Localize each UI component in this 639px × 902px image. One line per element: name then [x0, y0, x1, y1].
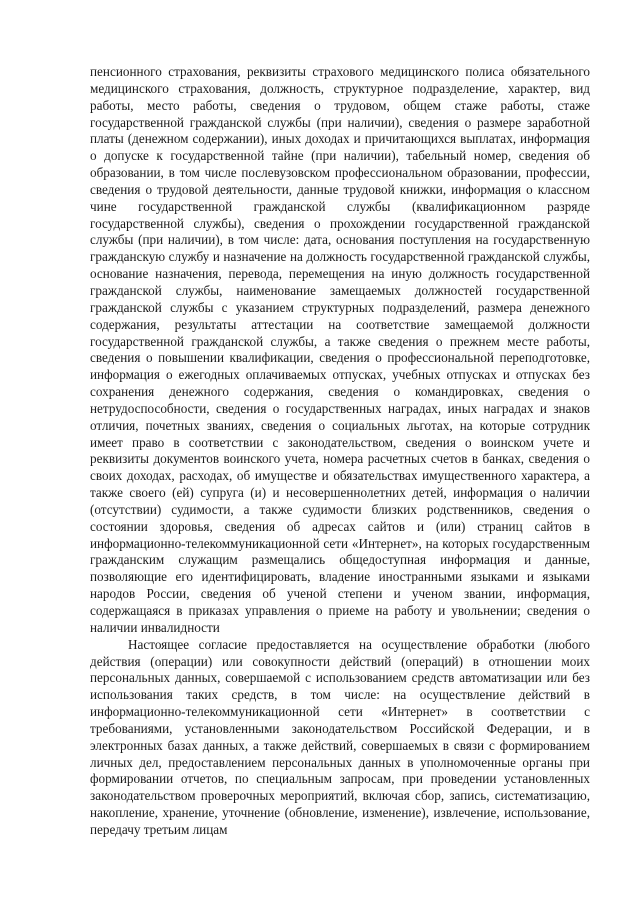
document-page: [90, 64, 590, 839]
body-paragraph-1: пенсионного страхования, реквизиты страхового медицинского полиса обязательного медицинского страхования, должность, структурное подразделение, характер, вид работы, место работы, сведения о трудовом, общем стаже работы, стаже государственной гражданской службы (при наличии), сведения о размере заработной платы (денежном содержании), иных доходах и причитающихся выплатах, информация о допуске к государственной тайне (при наличии), табельный номер, сведения об образовании, в том числе послевузовском профессиональном образовании, профессии, сведения о трудовой деятельности, данные трудовой книжки, информация о классном чине государственной гражданской службы (квалификационном разряде государственной службы), сведения о прохождении государственной гражданской службы (при наличии), в том числе: дата, основания поступления на государственную гражданскую службу и назначение на должность государственной гражданской службы, основание назначения, перевода, перемещения на иную должность государственной гражданской службы, наименование замещаемых должностей государственной гражданской службы с указанием структурных подразделений, размера денежного содержания, результаты аттестации на соответствие замещаемой должности государственной гражданской службы, а также сведения о прежнем месте работы, сведения о повышении квалификации, сведения о профессиональной переподготовке, информация о ежегодных оплачиваемых отпусках, учебных отпусках и отпусках без сохранения денежного содержания, сведения о командировках, сведения о нетрудоспособности, сведения о государственных наградах, иных наградах и знаков отличия, почетных званиях, сведения о социальных льготах, на которые сотрудник имеет право в соответствии с законодательством, сведения о воинском учете и реквизиты документов воинского учета, номера расчетных счетов в банках, сведения о своих доходах, расходах, об имуществе и обязательствах имущественного характера, а также своего (ей) супруга (и) и несовершеннолетних детей, информация о наличии (отсутствии) судимости, а также судимости близких родственников, сведения о состоянии здоровья, сведения об адресах сайтов и (или) страниц сайтов в информационно-телекоммуникационной сети «Интернет», на которых государственным гражданским служащим размещались общедоступная информация и данные, позволяющие его идентифицировать, владение иностранными языками и языками народов России, сведения об ученой степени и ученом звании, информация, содержащаяся в приказах управления о приеме на работу и увольнении; сведения о наличии инвалидности: [90, 64, 590, 635]
body-paragraph-2: Настоящее согласие предоставляется на осуществление обработки (любого действия (операции) или совокупности действий (операций) в отношении моих персональных данных, совершаемой с использованием средств автоматизации или без использования таких средств, в том числе: на осуществление действий в информационно-телекоммуникационной сети «Интернет» в соответствии с требованиями, установленными законодательством Российской Федерации, и в электронных базах данных, а также действий, совершаемых в связи с формированием личных дел, предоставлением персональных данных в уполномоченные органы при формировании отчетов, по специальным запросам, при проведении установленных законодательством проверочных мероприятий, включая сбор, запись, систематизацию, накопление, хранение, уточнение (обновление, изменение), извлечение, использование, передачу третьим лицам: [90, 636, 590, 837]
